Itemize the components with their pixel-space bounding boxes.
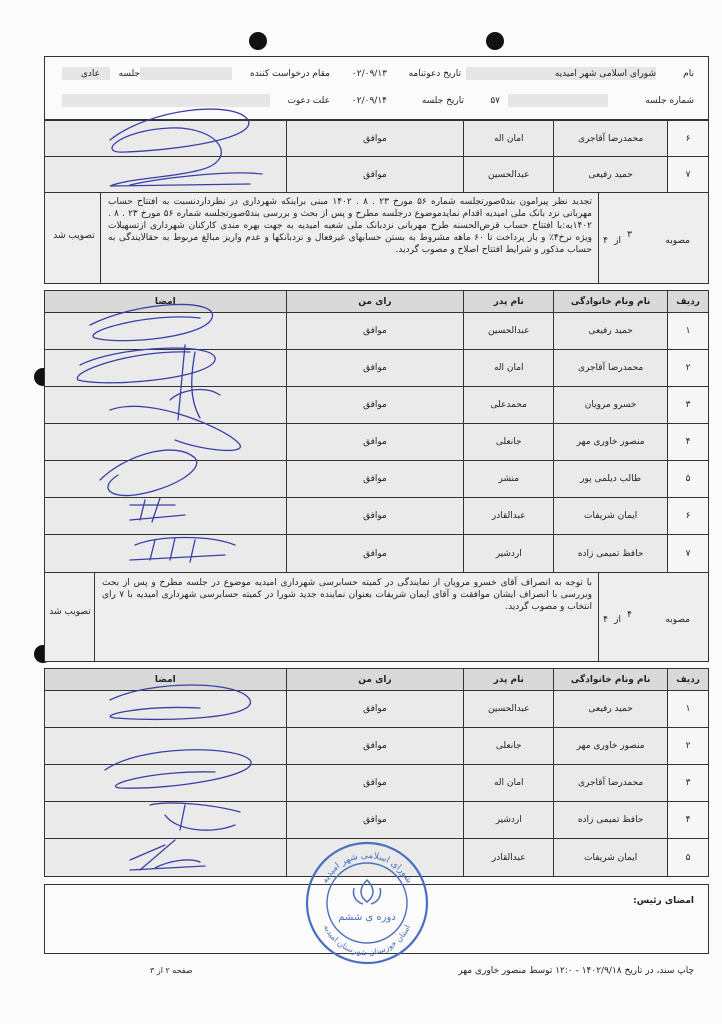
page-number: صفحه ۲ از ۳: [150, 966, 193, 975]
row-number: ۷: [668, 157, 709, 193]
motion-4-total: ۴: [603, 615, 608, 625]
row-number: ۲: [668, 350, 709, 387]
session-date-value: ۰۲/۰۹/۱۴: [351, 96, 387, 106]
member-name: محمدرضا آقاجری: [554, 350, 668, 387]
vote: موافق: [286, 157, 464, 193]
council-stamp: [302, 838, 432, 968]
session-number-label: شماره جلسه: [645, 96, 694, 106]
signature-cell: [45, 461, 287, 498]
motion-4-label: مصوبه: [665, 615, 690, 625]
signature-cell: [45, 387, 287, 424]
header-box: [44, 56, 709, 120]
father-name: عبدالحسین: [464, 313, 554, 350]
father-name: جانعلی: [464, 424, 554, 461]
signature-cell: [45, 498, 287, 535]
vote: موافق: [286, 424, 464, 461]
signature-cell: [45, 691, 287, 728]
motion-3-total: ۴: [603, 236, 608, 246]
punch-hole: [249, 32, 267, 50]
stamp-inner-ring: [327, 863, 407, 943]
motion-4-divider: [598, 572, 599, 662]
member-name: حمید رفیعی: [554, 313, 668, 350]
father-name: محمدعلی: [464, 387, 554, 424]
stamp-top-text: شورای اسلامی شهر امیدیه: [320, 850, 414, 886]
invite-reason-label: علت دعوت: [287, 96, 330, 106]
father-name: جانعلی: [464, 728, 554, 765]
motion-4-num: ۴: [627, 610, 632, 620]
col-header-row: ردیف: [668, 669, 709, 691]
col-header-sign: امضا: [45, 291, 287, 313]
name-label: نام: [683, 69, 694, 79]
motion-3-text: تجدید نظر پیرامون بند۵صورتجلسه شماره ۵۶ مورخ ۲۳ . ۸ . ۱۴۰۲ مبنی براینکه شهرداری در نظرداردنسبت به افتتاح حساب مهربانی نزد بانک ملی امیدیه اقدام نمایدموضوع درجلسه مطرح و پس از بحث و بررسی بند۵صورتجلسه شماره ۵۶ مورخ ۲۳ . ۸ . ۱۴۰۲به:با افتتاح حساب قرض‌الحسنه طرح مهربانی نزدبانک ملی شعبه امیدیه به جهت بهره مندی کارکنان شهرداری ازتسهیلات ویژه نرخ۴٪ و باز پرداخت تا ۶۰ ماهه مشروط به بستن حسابهای غیرفعال و نزدبانکها و عدم واریز مبالغ مربوط به حقالایندگی به حساب مذکور و شرایط افتتاح اصلاح و مصوب گردید.: [108, 197, 592, 255]
father-name: امان اله: [464, 121, 554, 157]
vote: موافق: [286, 498, 464, 535]
col-header-name: نام ونام خانوادگی: [554, 669, 668, 691]
requester-label: مقام درخواست کننده: [249, 69, 330, 79]
stamp-center-text: دوره ی ششم: [338, 912, 396, 923]
print-line: چاپ سند، در تاریخ ۱۴۰۲/۹/۱۸ - ۱۲:۰ توسط منصور خاوری مهر: [458, 966, 694, 976]
col-header-sign: امضا: [45, 669, 287, 691]
father-name: منشر: [464, 461, 554, 498]
signature-cell: [45, 765, 287, 802]
invite-reason-field: [62, 94, 270, 107]
name-value: شورای اسلامی شهر امیدیه: [554, 69, 656, 79]
father-name: عبدالحسین: [464, 691, 554, 728]
member-name: حافظ تمیمی زاده: [554, 802, 668, 839]
col-header-father: نام پدر: [464, 291, 554, 313]
row-number: ۱: [668, 691, 709, 728]
vote: موافق: [286, 387, 464, 424]
motion-3-divider: [598, 192, 599, 284]
member-name: خسرو مرویان: [554, 387, 668, 424]
father-name: عبدالقادر: [464, 839, 554, 877]
member-name: محمدرضا آقاجری: [554, 121, 668, 157]
vote: موافق: [286, 350, 464, 387]
member-name: ایمان شریفات: [554, 498, 668, 535]
signature-cell: [45, 121, 287, 157]
father-name: امان اله: [464, 350, 554, 387]
member-name: طالب دیلمی پور: [554, 461, 668, 498]
motion-3-num: ۳: [627, 230, 632, 240]
stamp-outer-ring: [307, 843, 427, 963]
father-name: امان اله: [464, 765, 554, 802]
motion-4-status: تصویب شد: [49, 607, 91, 617]
row-number: ۱: [668, 313, 709, 350]
row-number: ۵: [668, 839, 709, 877]
col-header-name: نام ونام خانوادگی: [554, 291, 668, 313]
row-number: ۶: [668, 121, 709, 157]
vote: موافق: [286, 535, 464, 573]
session-label: جلسه: [118, 69, 140, 79]
punch-hole: [486, 32, 504, 50]
signature-cell: [45, 350, 287, 387]
vote: موافق: [286, 121, 464, 157]
row-number: ۵: [668, 461, 709, 498]
row-number: ۲: [668, 728, 709, 765]
signature-cell: [45, 839, 287, 877]
row-number: ۳: [668, 765, 709, 802]
invite-date-label: تاریخ دعوتنامه: [408, 69, 461, 79]
motion-4-text: با توجه به انصراف آقای خسرو مرویان از نمایندگی در کمیته حسابرسی شهرداری امیدیه موضوع در جلسه مطرح و پس از بحث وبررسی با انصراف ایشان موافقت و آقای ایمان شریفات بعنوان نماینده جدید شورا در کمیته حسابرسی شهرداری امیدیه با ۷ رای انتخاب و مصوب گردید.: [102, 578, 592, 612]
votes-table-1: [44, 290, 709, 573]
member-name: محمدرضا آقاجری: [554, 765, 668, 802]
row-number: ۶: [668, 498, 709, 535]
father-name: اردشیر: [464, 535, 554, 573]
signature-cell: [45, 728, 287, 765]
member-name: ایمان شریفات: [554, 839, 668, 877]
col-header-vote: رای من: [286, 291, 464, 313]
invite-date-value: ۰۲/۰۹/۱۳: [351, 69, 387, 79]
session-type: عادی: [80, 69, 100, 79]
motion-4-of: از: [614, 615, 621, 625]
chair-signature-label: امضای رئیس:: [633, 896, 694, 906]
session-date-label: تاریخ جلسه: [421, 96, 464, 106]
father-name: عبدالقادر: [464, 498, 554, 535]
row-number: ۴: [668, 802, 709, 839]
vote: موافق: [286, 313, 464, 350]
member-name: حمید رفیعی: [554, 691, 668, 728]
signature-cell: [45, 157, 287, 193]
vote: موافق: [286, 461, 464, 498]
col-header-father: نام پدر: [464, 669, 554, 691]
member-name: منصور خاوری مهر: [554, 728, 668, 765]
session-number-field: [508, 94, 608, 107]
col-header-row: ردیف: [668, 291, 709, 313]
vote: موافق: [286, 765, 464, 802]
top-rows-table: [44, 120, 709, 193]
emblem-icon: [353, 880, 380, 904]
session-number-value: ۵۷: [490, 96, 500, 106]
col-header-vote: رای من: [286, 669, 464, 691]
father-name: اردشیر: [464, 802, 554, 839]
signature-cell: [45, 802, 287, 839]
stamp-bottom-text: استان خوزستان شهرستان امیدیه: [321, 923, 413, 958]
member-name: حمید رفیعی: [554, 157, 668, 193]
motion-3-label: مصوبه: [665, 236, 690, 246]
vote: موافق: [286, 691, 464, 728]
member-name: منصور خاوری مهر: [554, 424, 668, 461]
signature-cell: [45, 535, 287, 573]
row-number: ۴: [668, 424, 709, 461]
signature-cell: [45, 313, 287, 350]
motion-3-divider: [100, 192, 101, 284]
motion-3-of: از: [614, 236, 621, 246]
member-name: حافظ تمیمی زاده: [554, 535, 668, 573]
vote: موافق: [286, 728, 464, 765]
motion-4-divider: [94, 572, 95, 662]
requester-field: [140, 67, 232, 80]
vote: موافق: [286, 802, 464, 839]
row-number: ۷: [668, 535, 709, 573]
motion-3-status: تصویب شد: [53, 231, 95, 241]
father-name: عبدالحسین: [464, 157, 554, 193]
row-number: ۳: [668, 387, 709, 424]
signature-cell: [45, 424, 287, 461]
